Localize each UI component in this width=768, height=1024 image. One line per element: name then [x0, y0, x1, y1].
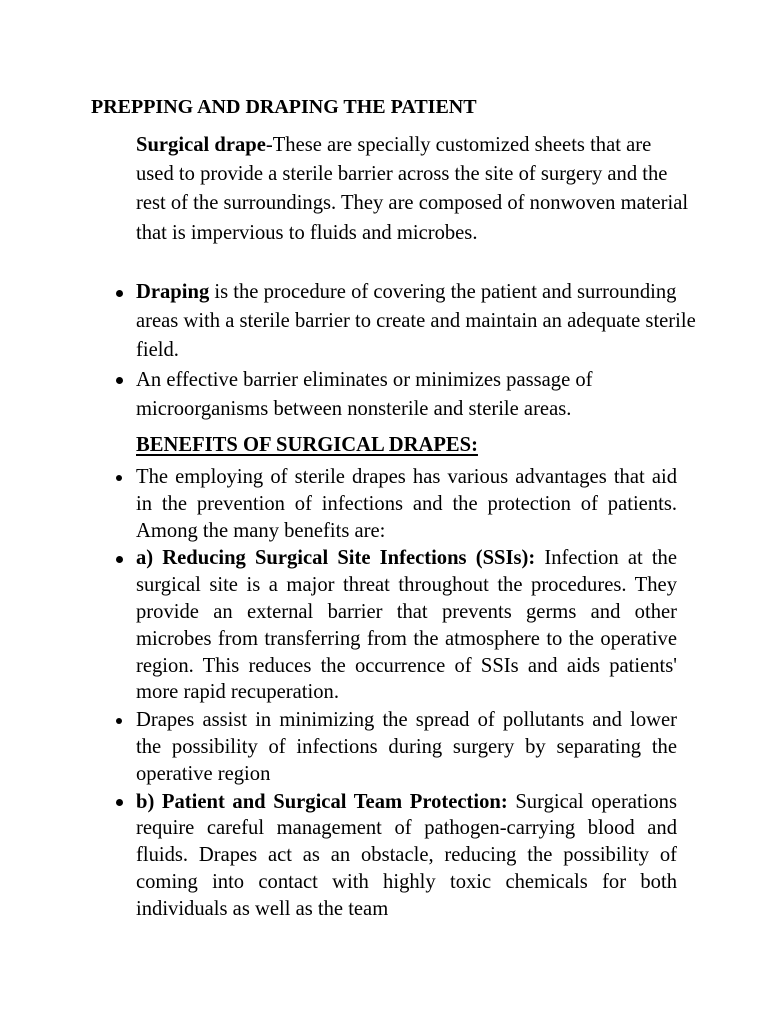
list-item [136, 278, 696, 366]
bullet-text: An effective barrier eliminates or minimizes passage of microorganisms between nonsterile and sterile areas. [136, 368, 593, 420]
bullet-text: is the procedure of covering the patient and surrounding areas with a sterile barrier to create and maintain an adequate sterile field. [136, 281, 696, 362]
bullet-bold-text: Draping [136, 281, 210, 303]
benefits-heading: BENEFITS OF SURGICAL DRAPES: [136, 434, 478, 456]
intro-term: Surgical drape [136, 134, 266, 156]
draping-bullet-list [136, 278, 696, 424]
list-item [136, 789, 677, 923]
benefits-bullet-list [136, 464, 677, 923]
bullet-bold-text: b) Patient and Surgical Team Protection: [136, 790, 508, 813]
intro-paragraph [136, 131, 691, 248]
bullet-text: Surgical operations require careful management of pathogen-carrying blood and fluids. Drapes act as an obstacle, reducing the possibility of coming into contact with highly toxic chemicals for both individuals as well as the team [136, 790, 677, 920]
list-item [136, 545, 677, 706]
bullet-text: The employing of sterile drapes has various advantages that aid in the prevention of infections and the protection of patients. Among the many benefits are: [136, 466, 677, 542]
bullet-bold-text: a) Reducing Surgical Site Infections (SSIs): [136, 547, 536, 570]
bullet-icon [109, 278, 129, 307]
bullet-text: Drapes assist in minimizing the spread of pollutants and lower the possibility of infections during surgery by separating the operative region [136, 709, 677, 785]
page-title: PREPPING AND DRAPING THE PATIENT [91, 96, 477, 118]
bullet-icon [109, 464, 129, 491]
bullet-text: Infection at the surgical site is a major threat throughout the procedures. They provide an external barrier that prevents germs and other microbes from transferring from the atmosphere to the operative region. This reduces the occurrence of SSIs and aids patients' more rapid recuperation. [136, 547, 677, 704]
bullet-icon [109, 707, 129, 734]
bullet-icon [109, 366, 129, 395]
list-item [136, 464, 677, 544]
list-item [136, 707, 677, 787]
intro-text: -These are specially customized sheets that are used to provide a sterile barrier across the site of surgery and the rest of the surroundings. They are composed of nonwoven material that is impervious to fluids and microbes. [136, 134, 689, 244]
list-item [136, 366, 696, 424]
bullet-icon [109, 789, 129, 816]
bullet-icon [109, 545, 129, 572]
